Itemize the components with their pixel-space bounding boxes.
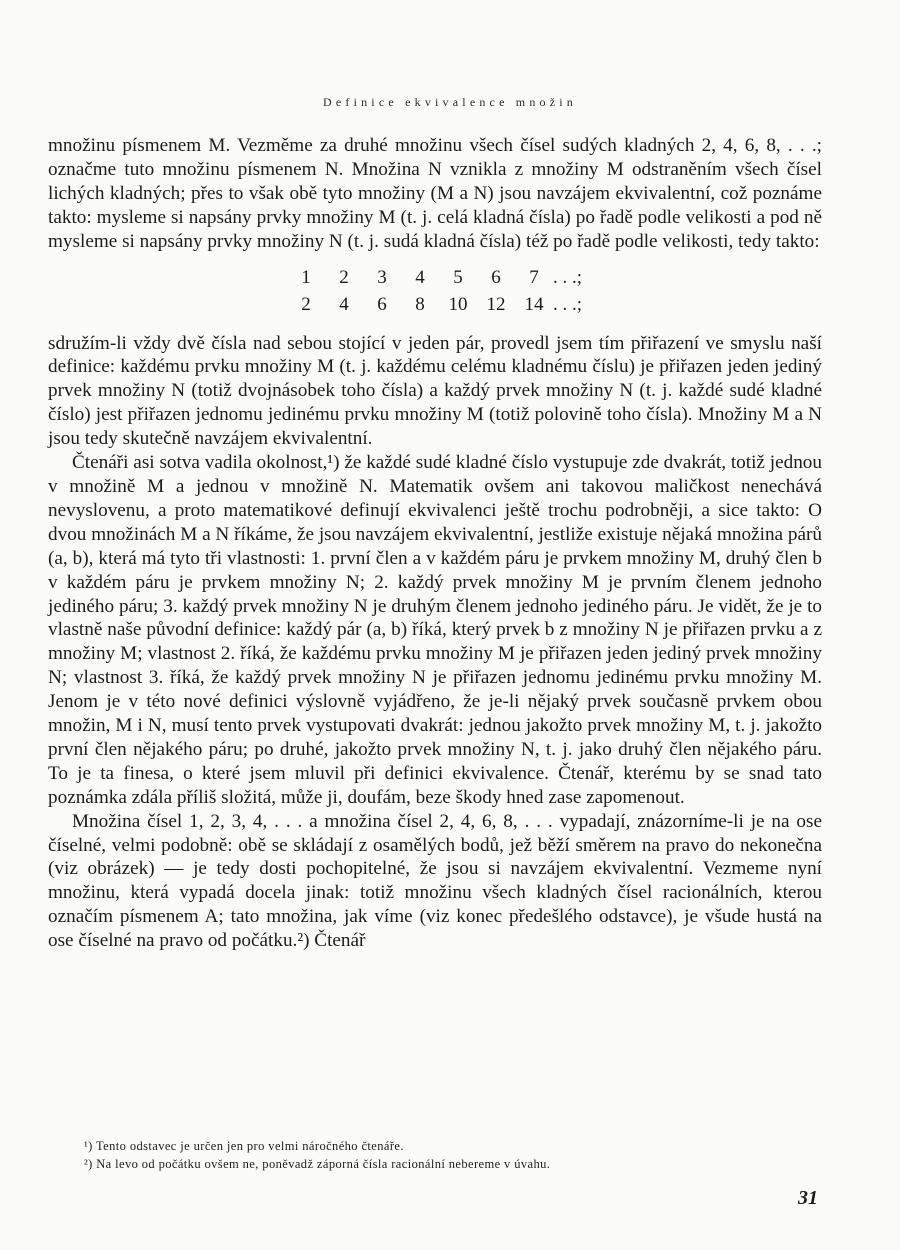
seq-r1-c1: 1: [301, 266, 311, 288]
footnote-2: ²) Na levo od počátku ovšem ne, poněvadž záporná čísla racionální nebereme v úvahu.: [84, 1157, 551, 1171]
footnote-1: ¹) Tento odstavec je určen jen pro velmi náročného čtenáře.: [84, 1139, 404, 1153]
seq-r2-ellipsis: . . .;: [553, 293, 583, 315]
seq-r2-c1: 2: [301, 293, 311, 315]
seq-r1-c3: 3: [377, 266, 387, 288]
seq-r1-c2: 2: [339, 266, 349, 288]
seq-r1-c6: 6: [491, 266, 501, 288]
seq-r2-c5: 10: [448, 293, 468, 315]
page-number: 31: [798, 1187, 818, 1209]
seq-r1-c5: 5: [453, 266, 463, 288]
seq-r2-c3: 6: [377, 293, 387, 315]
seq-r2-c2: 4: [339, 293, 349, 315]
paragraph-4: Množina čísel 1, 2, 3, 4, . . . a množina čísel 2, 4, 6, 8, . . . vypadají, znázorníme-li je na ose číselné, velmi podobně: obě se skládají z osamělých bodů, jež běží směrem na pravo do nekonečna (viz obrázek) — je tedy dosti pochopitelné, že jsou si navzájem ekvivalentní. Vezmeme nyní množinu, která vypadá docela jinak: totiž množinu všech kladných čísel racionálních, kterou označím písmenem A; tato množina, jak víme (viz konec předešlého odstavce), je všude hustá na ose číselné na pravo od počátku.²) Čtenář: [48, 810, 822, 952]
seq-r1-c4: 4: [415, 266, 425, 288]
main-text: [48, 134, 822, 953]
seq-r1-c7: 7: [529, 266, 539, 288]
paragraph-3: Čtenáři asi sotva vadila okolnost,¹) že každé sudé kladné číslo vystupuje zde dvakrát, totiž jednou v množině M a jednou v množině N. Matematik ovšem ani takovou maličkost nenechává nevyslovenu, a proto matematikové definují ekvivalenci ještě trochu podrobněji, a sice takto: O dvou množinách M a N říkáme, že jsou navzájem ekvivalentní, jestliže existuje nějaká množina párů (a, b), která má tyto tři vlastnosti: 1. první člen a v každém páru je prvkem množiny M, druhý člen b v každém páru je prvkem množiny N; 2. každý prvek množiny M je prvním členem jednoho jediného páru; 3. každý prvek množiny N je druhým členem jednoho jediného páru. Je vidět, že je to vlastně naše původní definice: každý pár (a, b) říká, který prvek b z množiny N je přiřazen prvku a z množiny M; vlastnost 2. říká, že každému prvku množiny M je přiřazen jeden jediný prvek množiny N; vlastnost 3. říká, že každý prvek množiny N je přiřazen jednomu jedinému prvku množiny M. Jenom je v této nové definici výslovně vyjádřeno, že je-li nějaký prvek současně prvkem obou množin, M i N, musí tento prvek vystupovati dvakrát: jednou jakožto prvek množiny M, t. j. jakožto první člen nějakého páru; po druhé, jakožto prvek množiny N, t. j. jako druhý člen nějakého páru. To je ta finesa, o které jsem mluvil při definici ekvivalence. Čtenář, kterému by se snad tato poznámka zdála příliš složitá, může ji, doufám, beze škody hned zase zapomenout.: [48, 452, 822, 808]
number-sequence: [48, 264, 822, 318]
seq-r2-c7: 14: [524, 293, 544, 315]
seq-r1-ellipsis: . . .;: [553, 266, 583, 288]
seq-r2-c6: 12: [486, 293, 506, 315]
seq-r2-c4: 8: [415, 293, 425, 315]
paragraph-2: sdružím-li vždy dvě čísla nad sebou stojící v jeden pár, provedl jsem tím přiřazení ve smyslu naší definice: každému prvku množiny M (t. j. každému celému kladnému číslu) je přiřazen jeden jediný prvek množiny N (totiž dvojnásobek toho čísla) a každý prvek množiny N (t. j. každé sudé kladné číslo) jest přiřazen jednomu jedinému prvku množiny M (totiž polovině toho čísla). Množiny M a N jsou tedy skutečně navzájem ekvivalentní.: [48, 332, 822, 450]
paragraph-1: množinu písmenem M. Vezměme za druhé množinu všech čísel sudých kladných 2, 4, 6, 8, . . .; označme tuto množinu písmenem N. Množina N vznikla z množiny M odstraněním všech čísel lichých kladných; přes to však obě tyto množiny (M a N) jsou navzájem ekvivalentní, což poznáme takto: mysleme si napsány prvky množiny M (t. j. celá kladná čísla) po řadě podle velikosti a pod ně mysleme si napsány prvky množiny N (t. j. sudá kladná čísla) též po řadě podle velikosti, tedy takto:: [48, 135, 822, 252]
footnotes: [84, 1137, 784, 1173]
running-head: Definice ekvivalence množin: [322, 95, 577, 109]
